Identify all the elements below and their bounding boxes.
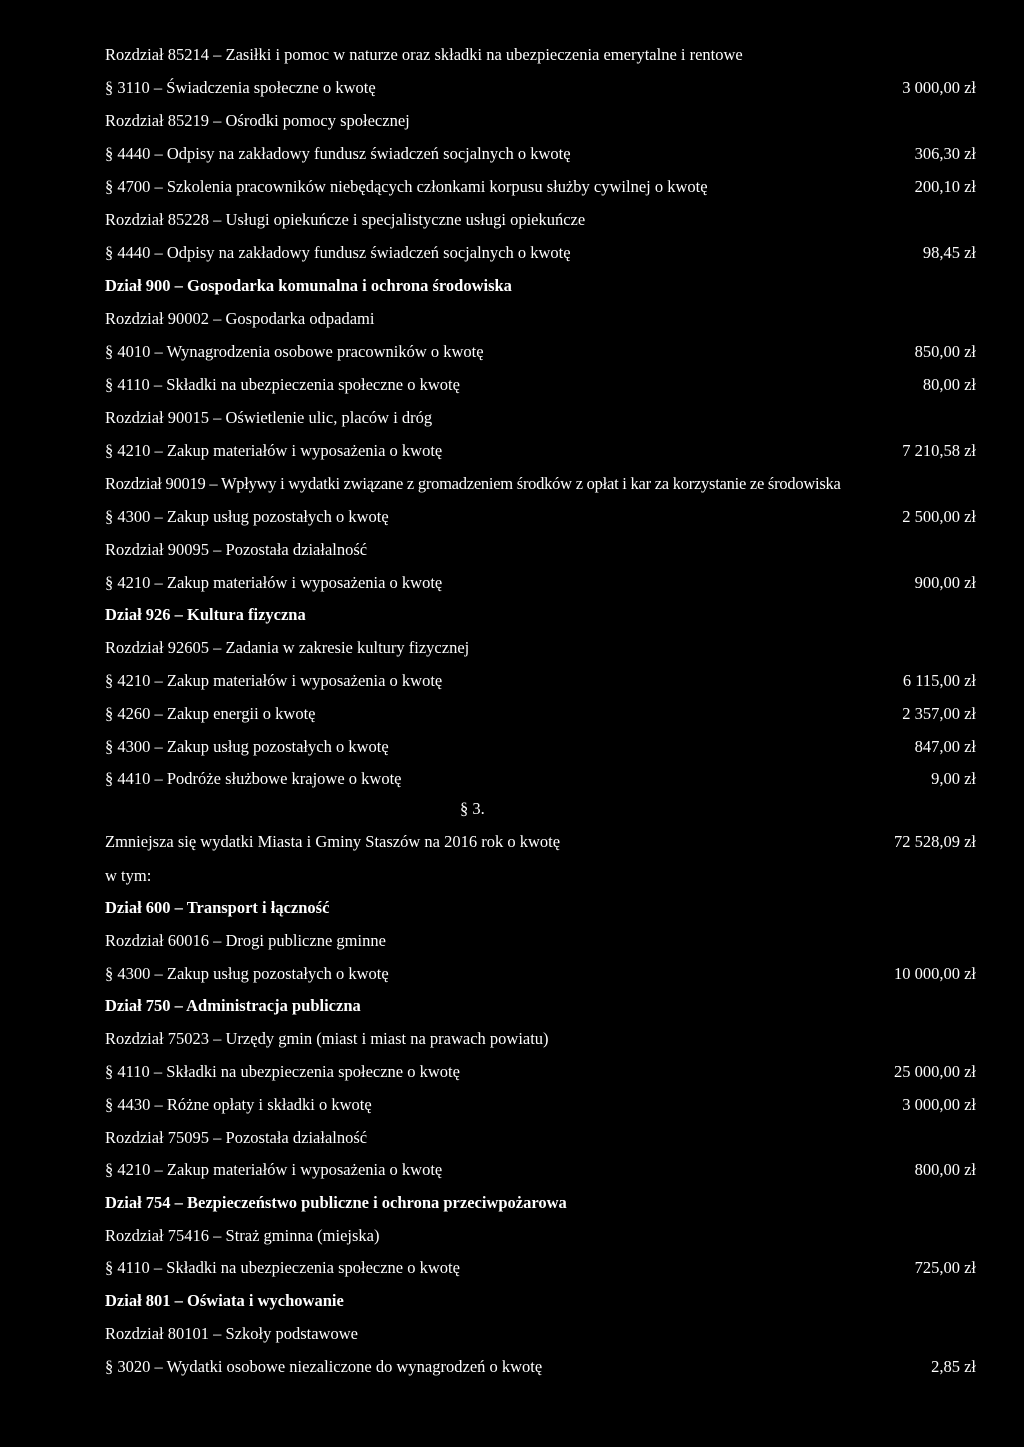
paragraf-4260 — [105, 702, 976, 726]
line-text: § 4260 – Zakup energii o kwotę — [105, 704, 316, 723]
line-amount: 2,85 zł — [931, 1357, 976, 1376]
dzial-600 — [105, 896, 976, 920]
line-text: Rozdział 90095 – Pozostała działalność — [105, 540, 368, 559]
line-text: Dział 926 – Kultura fizyczna — [105, 605, 306, 624]
line-text: Rozdział 85214 – Zasiłki i pomoc w naturze oraz składki na ubezpieczenia emerytalne i rentowe — [105, 45, 743, 64]
paragraf-4210 — [105, 439, 976, 463]
line-text: Rozdział 92605 – Zadania w zakresie kultury fizycznej — [105, 638, 470, 657]
line-text: § 4210 – Zakup materiałów i wyposażenia o kwotę — [105, 671, 443, 690]
paragraf-4300 — [105, 505, 976, 529]
line-text: § 4440 – Odpisy na zakładowy fundusz świadczeń socjalnych o kwotę — [105, 243, 571, 262]
rozdzial-75023 — [105, 1027, 976, 1051]
rozdzial-85219 — [105, 109, 976, 133]
w-tym — [105, 864, 976, 888]
paragraf-4700 — [105, 175, 976, 199]
line-text: Rozdział 90019 – Wpływy i wydatki związane z gromadzeniem środków z opłat i kar za korzystanie ze środowiska — [105, 474, 841, 493]
rozdzial-80101 — [105, 1322, 976, 1346]
paragraf-4210 — [105, 571, 976, 595]
line-text: Dział 900 – Gospodarka komunalna i ochrona środowiska — [105, 276, 512, 295]
line-text: Zmniejsza się wydatki Miasta i Gminy Staszów na 2016 rok o kwotę — [105, 832, 561, 851]
line-text: Rozdział 85228 – Usługi opiekuńcze i specjalistyczne usługi opiekuńcze — [105, 210, 586, 229]
zmniejsza-total — [105, 830, 976, 854]
line-text: § 4410 – Podróże służbowe krajowe o kwotę — [105, 769, 402, 788]
line-amount: 10 000,00 zł — [893, 964, 976, 983]
line-text: § 4430 – Różne opłaty i składki o kwotę — [105, 1095, 372, 1114]
paragraf-4110 — [105, 1060, 976, 1084]
line-text: Dział 801 – Oświata i wychowanie — [105, 1291, 344, 1310]
line-text: w tym: — [105, 866, 152, 885]
rozdzial-90095 — [105, 538, 976, 562]
dzial-801 — [105, 1289, 976, 1313]
paragraf-3020 — [105, 1355, 976, 1379]
paragraf-4010 — [105, 340, 976, 364]
line-text: Dział 754 – Bezpieczeństwo publiczne i ochrona przeciwpożarowa — [105, 1193, 567, 1212]
rozdzial-75416 — [105, 1224, 976, 1248]
dzial-750 — [105, 994, 976, 1018]
line-amount: 900,00 zł — [914, 573, 976, 592]
line-text: Dział 600 – Transport i łączność — [105, 898, 330, 917]
line-text: § 4210 – Zakup materiałów i wyposażenia o kwotę — [105, 573, 443, 592]
line-text: § 4300 – Zakup usług pozostałych o kwotę — [105, 507, 389, 526]
line-amount: 98,45 zł — [922, 243, 976, 262]
rozdzial-90015 — [105, 406, 976, 430]
line-amount: 2 357,00 zł — [902, 704, 976, 723]
line-text: Rozdział 85219 – Ośrodki pomocy społecznej — [105, 111, 410, 130]
line-text: § 4440 – Odpisy na zakładowy fundusz świadczeń socjalnych o kwotę — [105, 144, 571, 163]
line-amount: 725,00 zł — [914, 1258, 976, 1277]
rozdzial-85228 — [105, 208, 976, 232]
line-text: Rozdział 75095 – Pozostała działalność — [105, 1128, 368, 1147]
paragraf-4300 — [105, 962, 976, 986]
line-amount: 7 210,58 zł — [902, 441, 976, 460]
line-amount: 3 000,00 zł — [902, 78, 976, 97]
line-text: § 4110 – Składki na ubezpieczenia społeczne o kwotę — [105, 1258, 460, 1277]
line-text: Rozdział 75416 – Straż gminna (miejska) — [105, 1226, 380, 1245]
line-amount: 6 115,00 zł — [902, 671, 976, 690]
paragraf-4430 — [105, 1093, 976, 1117]
rozdzial-90002 — [105, 307, 976, 331]
line-amount: 306,30 zł — [914, 144, 976, 163]
paragraf-4110 — [105, 1256, 976, 1280]
line-text: Rozdział 90015 – Oświetlenie ulic, placów i dróg — [105, 408, 433, 427]
line-amount: 800,00 zł — [914, 1160, 976, 1179]
dzial-900 — [105, 274, 976, 298]
line-text: § 4010 – Wynagrodzenia osobowe pracowników o kwotę — [105, 342, 484, 361]
paragraf-4110 — [105, 373, 976, 397]
line-amount: 3 000,00 zł — [902, 1095, 976, 1114]
line-text: § 3020 – Wydatki osobowe niezaliczone do wynagrodzeń o kwotę — [105, 1357, 543, 1376]
rozdzial-90019 — [105, 472, 980, 496]
dzial-754 — [105, 1191, 976, 1215]
line-text: Dział 750 – Administracja publiczna — [105, 996, 361, 1015]
section-mark: § 3. — [460, 799, 485, 818]
line-text: § 4110 – Składki na ubezpieczenia społeczne o kwotę — [105, 375, 460, 394]
line-amount: 2 500,00 zł — [902, 507, 976, 526]
paragraf-4410 — [105, 767, 976, 791]
paragraf-4440 — [105, 241, 976, 265]
line-text: § 4300 – Zakup usług pozostałych o kwotę — [105, 737, 389, 756]
line-text: Rozdział 80101 – Szkoły podstawowe — [105, 1324, 358, 1343]
line-amount: 9,00 zł — [931, 769, 976, 788]
rozdzial-85214 — [105, 43, 976, 67]
line-amount: 25 000,00 zł — [893, 1062, 976, 1081]
line-text: § 4210 – Zakup materiałów i wyposażenia o kwotę — [105, 441, 443, 460]
line-text: § 3110 – Świadczenia społeczne o kwotę — [105, 78, 376, 97]
rozdzial-92605 — [105, 636, 976, 660]
line-text: Rozdział 75023 – Urzędy gmin (miast i miast na prawach powiatu) — [105, 1029, 549, 1048]
paragraf-4210 — [105, 669, 976, 693]
paragraf-3110 — [105, 76, 976, 100]
line-text: § 4210 – Zakup materiałów i wyposażenia o kwotę — [105, 1160, 443, 1179]
dzial-926 — [105, 603, 976, 627]
line-text: § 4300 – Zakup usług pozostałych o kwotę — [105, 964, 389, 983]
line-text: Rozdział 60016 – Drogi publiczne gminne — [105, 931, 386, 950]
rozdzial-75095 — [105, 1126, 976, 1150]
line-amount: 847,00 zł — [914, 737, 976, 756]
line-text: § 4110 – Składki na ubezpieczenia społeczne o kwotę — [105, 1062, 460, 1081]
line-text: § 4700 – Szkolenia pracowników niebędących członkami korpusu służby cywilnej o kwotę — [105, 177, 708, 196]
line-amount: 850,00 zł — [914, 342, 976, 361]
line-amount: 72 528,09 zł — [893, 832, 976, 851]
line-amount: 80,00 zł — [922, 375, 976, 394]
paragraf-4440 — [105, 142, 976, 166]
line-amount: 200,10 zł — [914, 177, 976, 196]
paragraf-4300 — [105, 735, 976, 759]
line-text: Rozdział 90002 – Gospodarka odpadami — [105, 309, 375, 328]
rozdzial-60016 — [105, 929, 976, 953]
paragraf-4210 — [105, 1158, 976, 1182]
